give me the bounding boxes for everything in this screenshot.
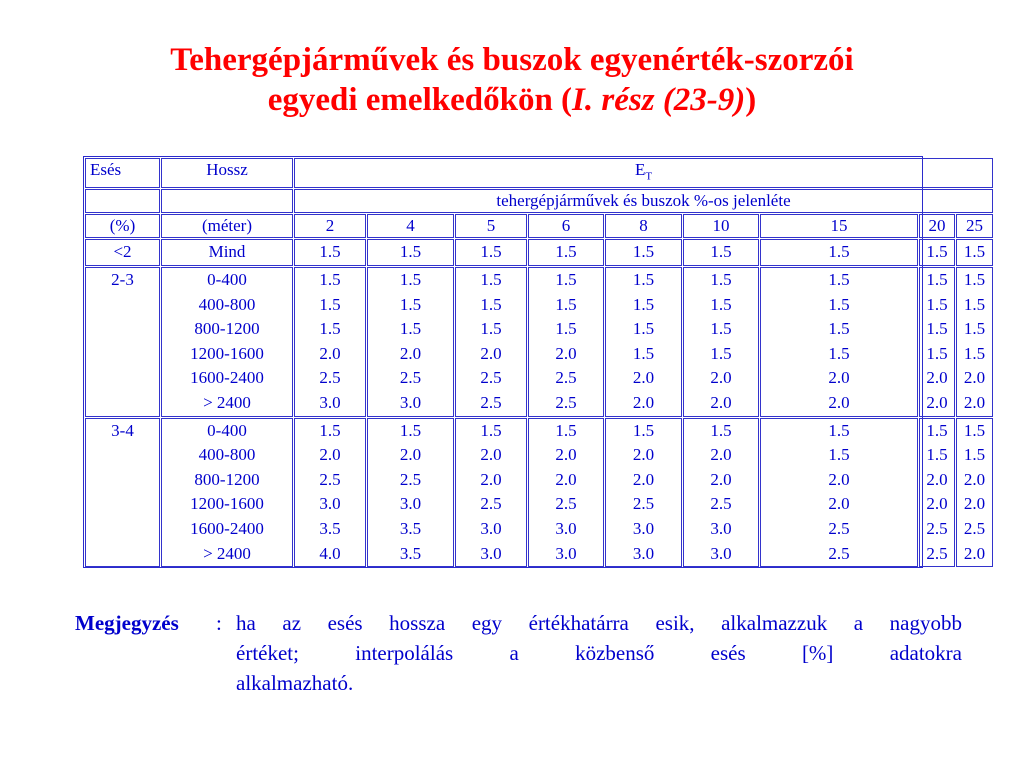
header-row-2	[85, 189, 993, 213]
factor-value: 2.0	[480, 445, 502, 465]
factor-value: 2.0	[828, 469, 850, 489]
length-value: 1200-1600	[190, 494, 264, 514]
grade-unit: (%)	[85, 214, 160, 238]
factor-value: 1.5	[710, 269, 732, 289]
factor-value: 1.5	[632, 294, 655, 314]
value-cell	[919, 418, 955, 568]
factor-value: 2.5	[926, 543, 948, 563]
factor-value: 2.0	[480, 343, 502, 363]
length-value: 1600-2400	[190, 518, 264, 538]
factor-value: 1.5	[828, 294, 850, 314]
factor-value: 2.5	[319, 368, 341, 388]
factor-value: 2.0	[710, 392, 732, 412]
factor-value: 1.5	[632, 420, 655, 440]
factor-value: 2.0	[963, 469, 986, 489]
note-colon: :	[216, 611, 222, 635]
factor-value: 3.0	[710, 518, 732, 538]
length-value: 0-400	[207, 269, 247, 289]
factor-value: 1.5	[926, 294, 948, 314]
length-value: > 2400	[203, 392, 251, 412]
factor-value: 1.5	[828, 242, 850, 262]
note-line-1: ha az esés hossza egy értékhatárra esik, alkalmazzuk a nagyobb	[236, 611, 962, 635]
value-cell	[605, 418, 682, 568]
percentage-header: 10	[683, 214, 759, 238]
title-line-1: Tehergépjárművek és buszok egyenérték-szorzói	[170, 42, 854, 78]
factor-value: 3.0	[555, 518, 577, 538]
factor-value: 2.0	[555, 469, 577, 489]
factor-value: 1.5	[828, 445, 850, 465]
length-cell	[161, 418, 293, 568]
factor-value: 2.0	[555, 343, 577, 363]
factor-value: 1.5	[555, 242, 577, 262]
factor-value: 2.5	[480, 392, 502, 412]
factor-value: 1.5	[399, 420, 422, 440]
factor-value: 2.5	[319, 469, 341, 489]
value-cell	[683, 239, 759, 266]
factor-value: 2.0	[828, 494, 850, 514]
factor-value: 2.5	[926, 518, 948, 538]
factor-value: 1.5	[319, 242, 341, 262]
length-header-blank	[161, 189, 293, 213]
factor-value: 1.5	[963, 445, 986, 465]
factor-value: 2.0	[555, 445, 577, 465]
length-header: Hossz	[161, 158, 293, 188]
factor-value: 2.0	[480, 469, 502, 489]
factor-value: 1.5	[319, 294, 341, 314]
length-value: 800-1200	[194, 319, 260, 339]
length-value: Mind	[208, 242, 246, 262]
length-cell	[161, 239, 293, 266]
factor-value: 3.0	[480, 518, 502, 538]
value-cell	[956, 418, 993, 568]
factor-value: 1.5	[555, 269, 577, 289]
value-cell	[294, 418, 366, 568]
value-cell	[455, 239, 527, 266]
equivalence-table	[84, 157, 994, 568]
factor-value: 1.5	[319, 420, 341, 440]
factor-value: 1.5	[963, 420, 986, 440]
factor-value: 2.0	[828, 392, 850, 412]
factor-value: 2.0	[632, 445, 655, 465]
factor-value: 1.5	[963, 269, 986, 289]
grade-cell: 2-3	[85, 267, 160, 417]
factor-value: 2.0	[710, 445, 732, 465]
et-header-main: E	[634, 160, 646, 179]
header-row-units	[85, 214, 993, 238]
percentage-header: 4	[367, 214, 454, 238]
length-value: 400-800	[198, 445, 256, 465]
factor-value: 3.0	[710, 543, 732, 563]
factor-value: 1.5	[399, 294, 422, 314]
factor-value: 1.5	[963, 242, 986, 262]
grade-header: Esés	[85, 158, 160, 188]
factor-value: 1.5	[963, 343, 986, 363]
factor-value: 2.0	[963, 392, 986, 412]
factor-value: 2.0	[399, 343, 422, 363]
header-row-1	[85, 158, 993, 188]
factor-value: 3.0	[632, 543, 655, 563]
value-cell	[919, 267, 955, 417]
factor-value: 1.5	[926, 420, 948, 440]
value-cell	[528, 267, 604, 417]
factor-value: 2.0	[963, 368, 986, 388]
factor-value: 1.5	[399, 242, 422, 262]
note-text	[236, 608, 962, 698]
factor-value: 1.5	[480, 242, 502, 262]
length-cell	[161, 267, 293, 417]
grade-cell: <2	[85, 239, 160, 266]
value-cell	[605, 239, 682, 266]
factor-value: 3.0	[319, 392, 341, 412]
value-cell	[367, 239, 454, 266]
factor-value: 3.0	[319, 494, 341, 514]
factor-value: 1.5	[710, 319, 732, 339]
length-value: > 2400	[203, 543, 251, 563]
factor-value: 2.0	[632, 368, 655, 388]
factor-value: 1.5	[828, 269, 850, 289]
note-label: Megjegyzés	[75, 611, 179, 635]
factor-value: 1.5	[926, 319, 948, 339]
value-cell	[455, 267, 527, 417]
factor-value: 2.0	[319, 445, 341, 465]
factor-value: 1.5	[480, 294, 502, 314]
factor-value: 2.5	[963, 518, 986, 538]
page-title	[0, 40, 1024, 120]
factor-value: 1.5	[963, 294, 986, 314]
factor-value: 1.5	[555, 319, 577, 339]
factor-value: 1.5	[710, 294, 732, 314]
length-value: 1200-1600	[190, 343, 264, 363]
factor-value: 2.0	[926, 494, 948, 514]
value-cell	[760, 418, 918, 568]
factor-value: 1.5	[480, 319, 502, 339]
factor-value: 2.5	[555, 368, 577, 388]
grade-header-blank	[85, 189, 160, 213]
factor-value: 3.5	[399, 518, 422, 538]
title-close-paren: )	[745, 82, 757, 118]
value-cell	[367, 267, 454, 417]
factor-value: 2.0	[926, 392, 948, 412]
factor-value: 2.5	[399, 469, 422, 489]
factor-value: 1.5	[710, 242, 732, 262]
factor-value: 2.0	[399, 445, 422, 465]
note-line-3: alkalmazható.	[236, 671, 354, 695]
factor-value: 1.5	[555, 294, 577, 314]
length-unit: (méter)	[161, 214, 293, 238]
length-value: 1600-2400	[190, 368, 264, 388]
factor-value: 2.0	[963, 543, 986, 563]
grade-cell: 3-4	[85, 418, 160, 568]
title-line-2	[0, 80, 1024, 120]
factor-value: 1.5	[926, 343, 948, 363]
factor-value: 2.0	[632, 469, 655, 489]
length-value: 400-800	[198, 294, 256, 314]
factor-value: 1.5	[632, 242, 655, 262]
value-cell	[760, 239, 918, 266]
factor-value: 2.5	[555, 392, 577, 412]
factor-value: 2.5	[480, 494, 502, 514]
factor-value: 1.5	[926, 242, 948, 262]
presence-header: tehergépjárművek és buszok %-os jelenléte	[294, 189, 993, 213]
factor-value: 1.5	[632, 269, 655, 289]
factor-value: 2.5	[632, 494, 655, 514]
value-cell	[367, 418, 454, 568]
factor-value: 1.5	[963, 319, 986, 339]
factor-value: 1.5	[632, 319, 655, 339]
factor-value: 4.0	[319, 543, 341, 563]
factor-value: 2.0	[319, 343, 341, 363]
factor-value: 1.5	[632, 343, 655, 363]
percentage-header: 2	[294, 214, 366, 238]
factor-value: 1.5	[828, 319, 850, 339]
percentage-header: 20	[919, 214, 955, 238]
length-value: 0-400	[207, 420, 247, 440]
value-cell	[683, 418, 759, 568]
value-cell	[760, 267, 918, 417]
factor-value: 1.5	[399, 269, 422, 289]
factor-value: 3.5	[399, 543, 422, 563]
title-part-ref: I. rész (23-9)	[572, 82, 746, 118]
factor-value: 1.5	[480, 269, 502, 289]
table-row	[85, 418, 993, 568]
factor-value: 3.0	[399, 392, 422, 412]
value-cell	[528, 418, 604, 568]
factor-value: 3.0	[399, 494, 422, 514]
value-cell	[605, 267, 682, 417]
factor-value: 2.0	[710, 469, 732, 489]
table-body	[85, 158, 993, 567]
factor-value: 3.0	[555, 543, 577, 563]
factor-value: 2.5	[555, 494, 577, 514]
factor-value: 1.5	[319, 319, 341, 339]
factor-value: 2.5	[480, 368, 502, 388]
factor-value: 1.5	[828, 420, 850, 440]
et-header	[294, 158, 993, 188]
factor-value: 1.5	[555, 420, 577, 440]
equivalence-table-frame	[83, 156, 986, 568]
value-cell	[455, 418, 527, 568]
factor-value: 2.0	[710, 368, 732, 388]
factor-value: 2.0	[926, 469, 948, 489]
factor-value: 2.5	[399, 368, 422, 388]
factor-value: 3.0	[632, 518, 655, 538]
factor-value: 2.0	[632, 392, 655, 412]
note-line-2: értéket; interpolálás a közbenső esés [%] adatokra	[236, 641, 962, 665]
value-cell	[294, 239, 366, 266]
value-cell	[528, 239, 604, 266]
factor-value: 3.0	[480, 543, 502, 563]
percentage-header: 5	[455, 214, 527, 238]
factor-value: 2.0	[926, 368, 948, 388]
factor-value: 1.5	[710, 343, 732, 363]
et-header-sub: T	[645, 170, 653, 183]
table-row	[85, 239, 993, 266]
title-line-2-text: egyedi emelkedőkön (	[267, 82, 573, 118]
factor-value: 3.5	[319, 518, 341, 538]
value-cell	[956, 267, 993, 417]
factor-value: 1.5	[399, 319, 422, 339]
factor-value: 2.5	[710, 494, 732, 514]
value-cell	[956, 239, 993, 266]
percentage-header: 8	[605, 214, 682, 238]
factor-value: 1.5	[480, 420, 502, 440]
factor-value: 1.5	[710, 420, 732, 440]
factor-value: 2.5	[828, 543, 850, 563]
value-cell	[683, 267, 759, 417]
factor-value: 1.5	[926, 269, 948, 289]
factor-value: 2.0	[963, 494, 986, 514]
factor-value: 1.5	[828, 343, 850, 363]
factor-value: 1.5	[319, 269, 341, 289]
table-row	[85, 267, 993, 417]
percentage-header: 15	[760, 214, 918, 238]
factor-value: 2.0	[828, 368, 850, 388]
percentage-header: 6	[528, 214, 604, 238]
value-cell	[294, 267, 366, 417]
factor-value: 1.5	[926, 445, 948, 465]
length-value: 800-1200	[194, 469, 260, 489]
percentage-header: 25	[956, 214, 993, 238]
factor-value: 2.5	[828, 518, 850, 538]
value-cell	[919, 239, 955, 266]
